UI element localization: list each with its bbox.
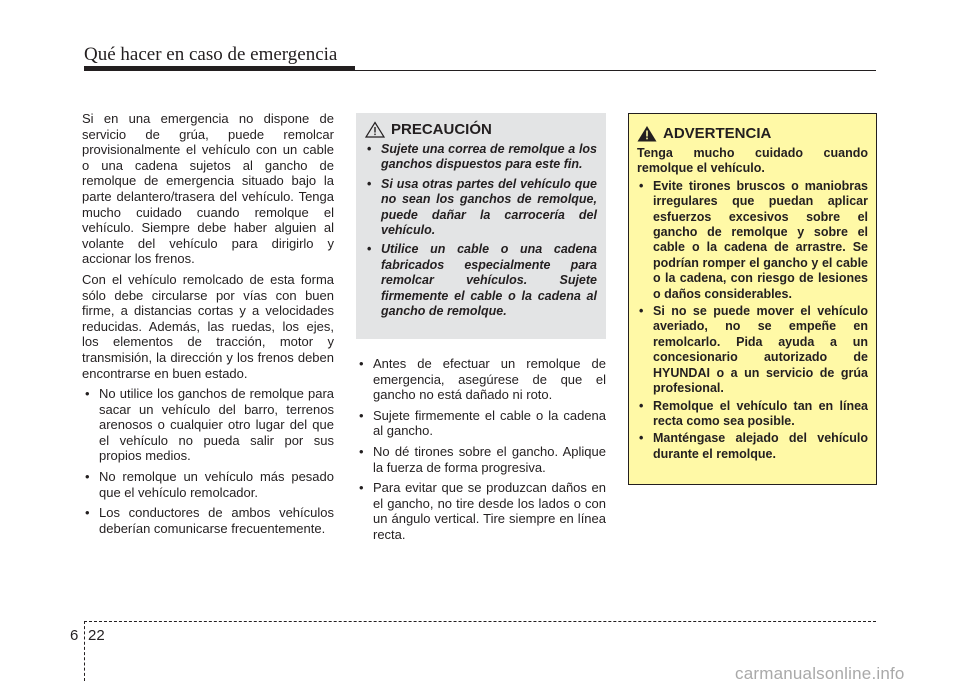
paragraph: Si en una emergencia no dispone de servicio de grúa, puede remolcar provisionalmente el vehículo con un cable o una cadena sujetos al gancho de remolque de emergencia situado bajo la parte delantero/trasera del vehículo. Tenga mucho cuidado cuando remolque el vehículo. Siempre debe haber alguien al volante del vehículo para dirigirlo y accionar los frenos. — [82, 111, 334, 267]
list-item: • Utilice un cable o una cadena fabricados especialmente para remolcar vehículos. Sujete firmemente el cable o la cadena al gancho de remolque. — [365, 242, 597, 319]
list-item: • Para evitar que se produzcan daños en el gancho, no tire desde los lados o con un ángulo vertical. Tire siempre en línea recta. — [356, 480, 606, 542]
caution-title: PRECAUCIÓN — [391, 121, 492, 138]
header-rule-thin — [84, 70, 876, 71]
list-item: • Si usa otras partes del vehículo que no sean los ganchos de remolque, puede dañar la carrocería del vehículo. — [365, 177, 597, 239]
list-item: • No dé tirones sobre el gancho. Aplique la fuerza de forma progresiva. — [356, 444, 606, 475]
bullet-list — [82, 386, 334, 536]
chapter-number: 6 — [70, 627, 79, 644]
list-item: • Evite tirones bruscos o maniobras irregulares que puedan aplicar esfuerzos excesivos sobre el gancho de remolque y sobre el cable o la cadena de arrastre. Se podrían romper el gancho y el cable o la cadena, con riesgo de lesiones o daños considerables. — [637, 179, 868, 302]
page-title: Qué hacer en caso de emergencia — [84, 44, 338, 65]
list-item: • Sujete firmemente el cable o la cadena al gancho. — [356, 408, 606, 439]
list-item: • Manténgase alejado del vehículo durante el remolque. — [637, 431, 868, 462]
left-column — [82, 111, 334, 541]
list-item: • Los conductores de ambos vehículos deberían comunicarse frecuentemente. — [82, 505, 334, 536]
paragraph: Con el vehículo remolcado de esta forma sólo debe circularse por vías con buen firme, a distancias cortas y a velocidades reducidas. Además, las ruedas, los ejes, los elementos de tracción, motor y transmisión, la dirección y los frenos deben encontrarse en buen estado. — [82, 271, 334, 381]
caution-heading — [365, 121, 597, 138]
footer-divider — [84, 621, 85, 681]
warning-heading — [637, 125, 868, 142]
warning-intro: Tenga mucho cuidado cuando remolque el vehículo. — [637, 146, 868, 176]
page-number: 22 — [88, 627, 105, 644]
watermark: carmanualsonline.info — [735, 664, 905, 683]
middle-column — [356, 356, 606, 548]
caution-box — [356, 113, 606, 339]
warning-box — [628, 113, 877, 485]
warning-list — [637, 179, 868, 462]
list-item: • Antes de efectuar un remolque de emergencia, asegúrese de que el gancho no está dañado ni roto. — [356, 356, 606, 403]
list-item: • No remolque un vehículo más pesado que el vehículo remolcador. — [82, 469, 334, 500]
list-item: • Remolque el vehículo tan en línea recta como sea posible. — [637, 399, 868, 430]
list-item: • Si no se puede mover el vehículo averiado, no se empeñe en remolcarlo. Pida ayuda a un concesionario autorizado de HYUNDAI o a un servicio de grúa profesional. — [637, 304, 868, 396]
warning-triangle-icon — [637, 125, 657, 142]
caution-triangle-icon — [365, 121, 385, 138]
warning-title: ADVERTENCIA — [663, 125, 772, 142]
list-item: • No utilice los ganchos de remolque para sacar un vehículo del barro, terrenos arenosos o cualquier otro lugar del que el vehículo no pueda salir por sus propios medios. — [82, 386, 334, 464]
bullet-list — [356, 356, 606, 543]
footer-rule — [84, 621, 876, 622]
caution-list — [365, 142, 597, 319]
list-item: • Sujete una correa de remolque a los ganchos dispuestos para este fin. — [365, 142, 597, 173]
